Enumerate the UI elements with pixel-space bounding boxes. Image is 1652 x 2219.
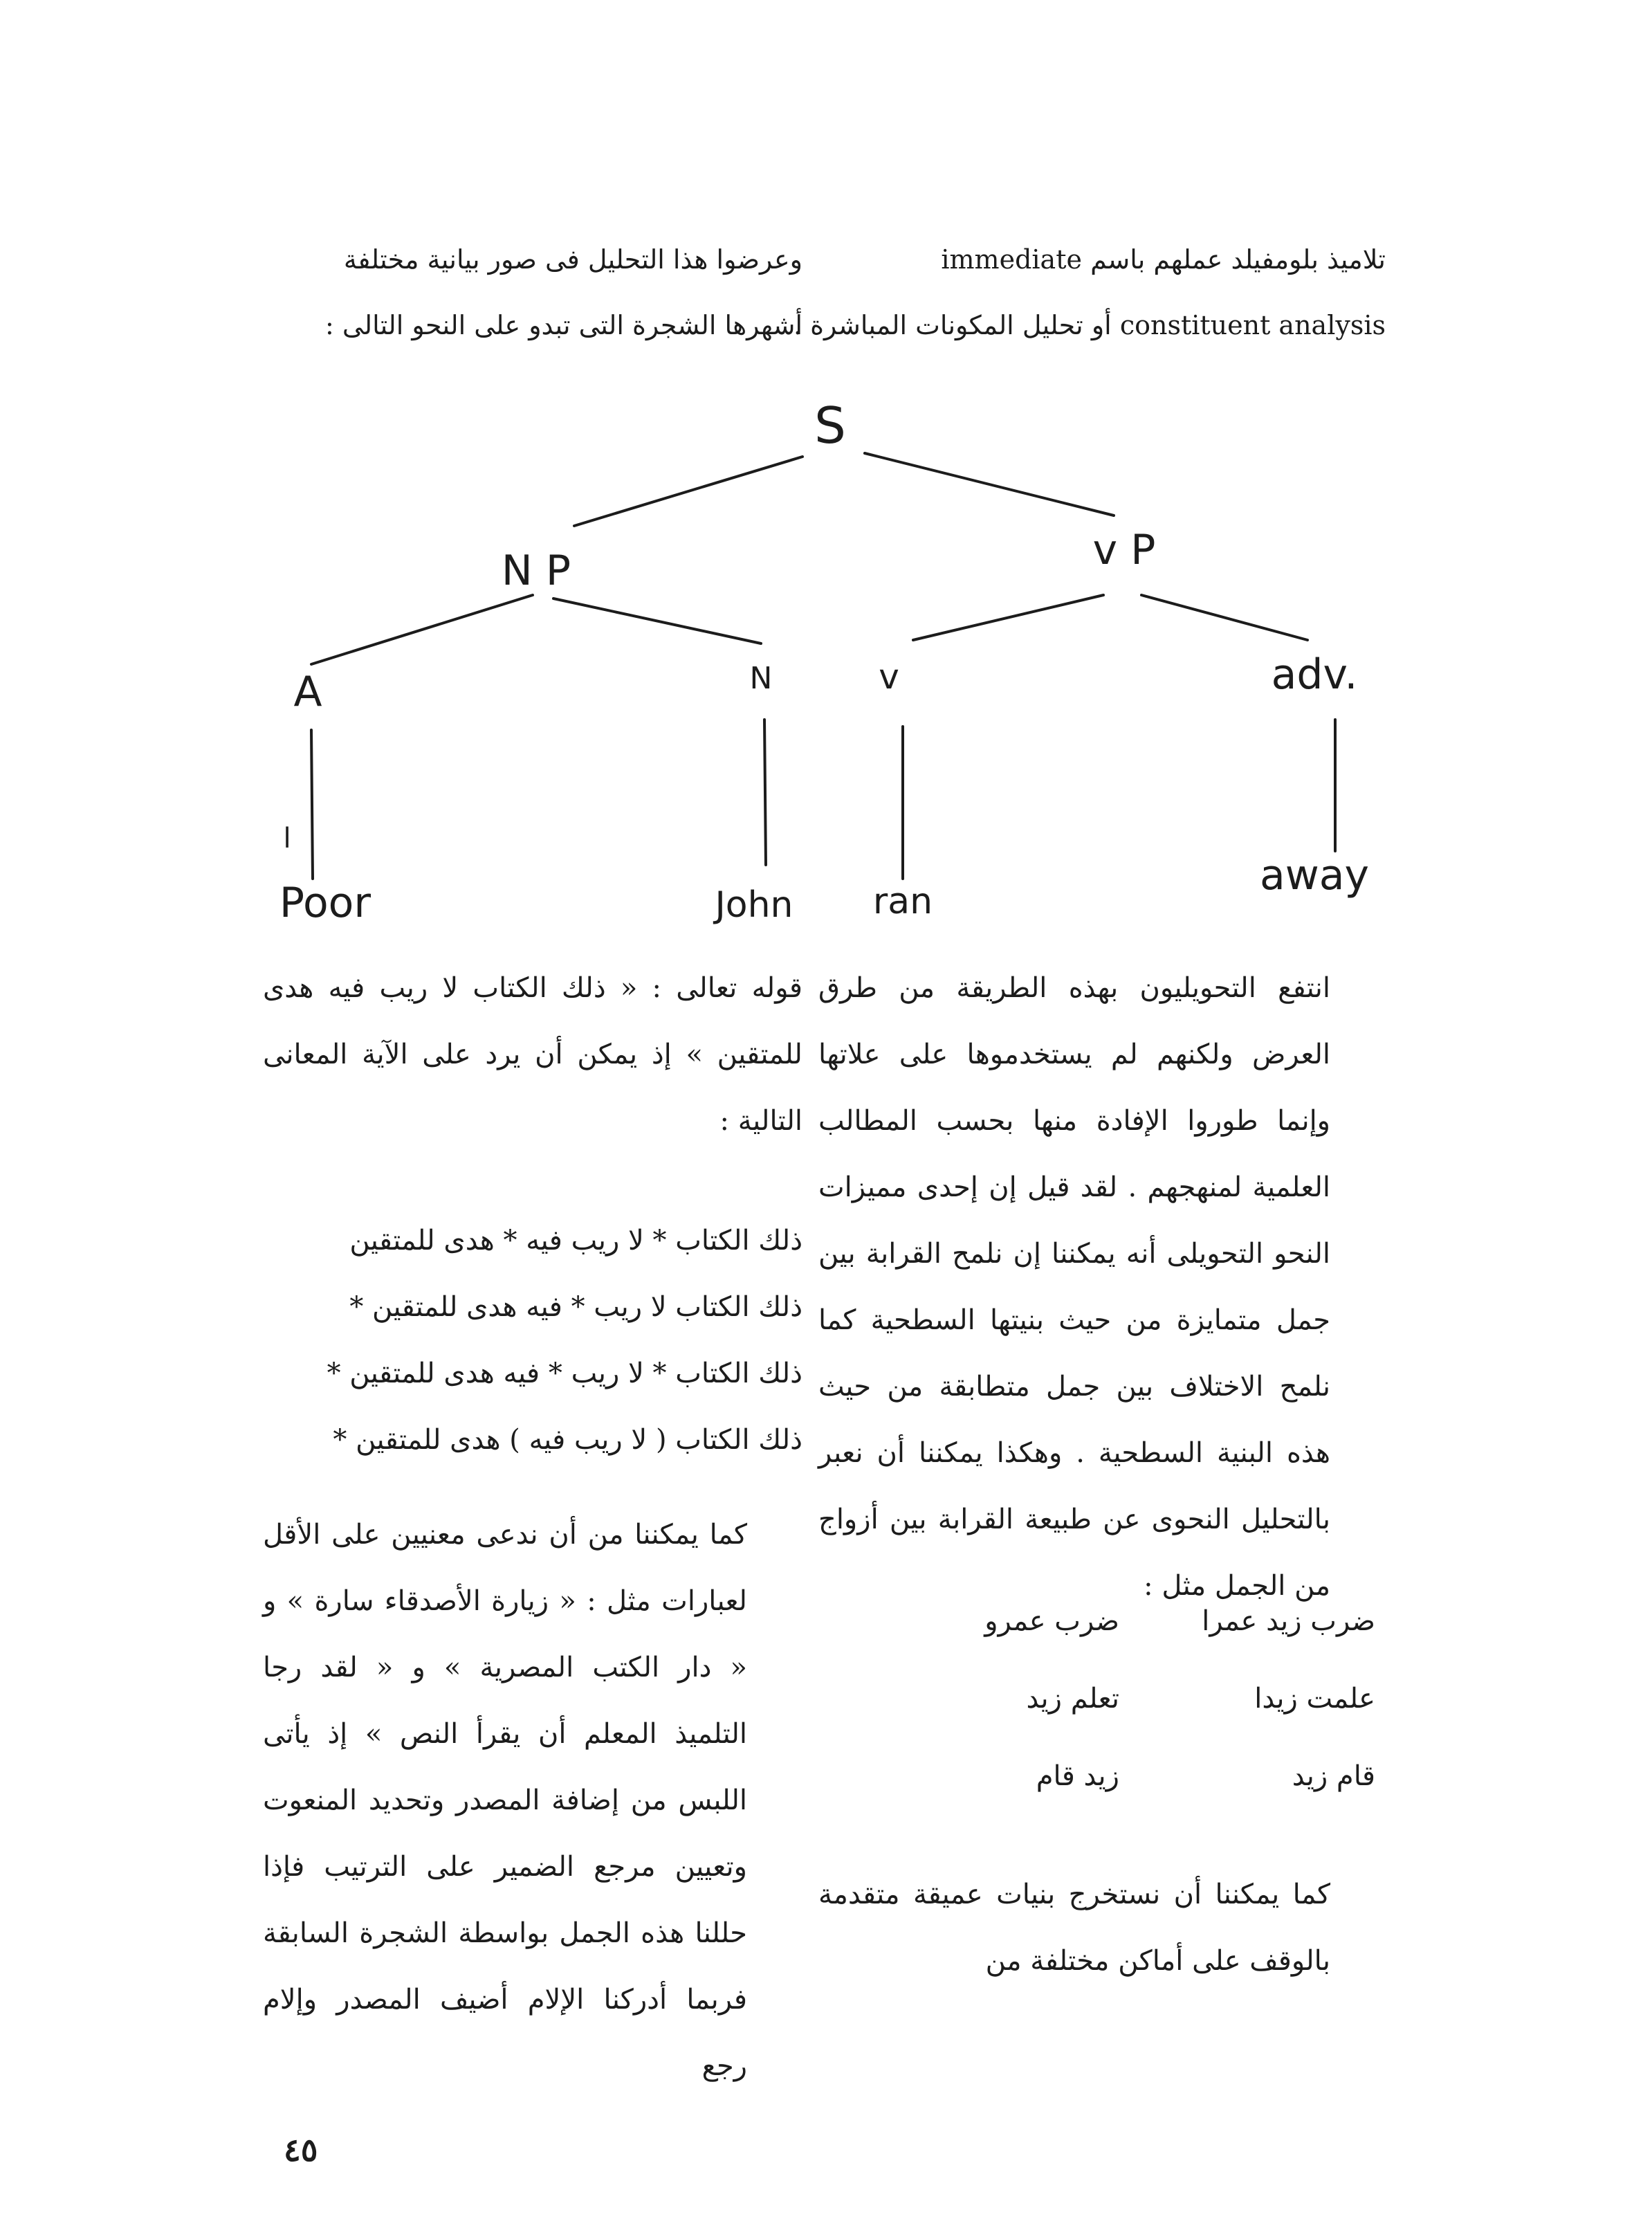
- edge-s-np: [574, 457, 802, 526]
- pair-left: تعلم زيد: [1026, 1683, 1119, 1715]
- verse-reading: ذلك الكتاب * لا ريب * فيه هدى للمتقين *: [327, 1358, 802, 1389]
- right-paragraph-2: كما يمكننا أن نستخرج بنيات عميقة متقدمة بالوقف على أماكن مختلفة من: [818, 1879, 1330, 1977]
- edge-np-a: [311, 595, 533, 664]
- sentence-pairs: [822, 1605, 1375, 1838]
- pair-left: ضرب عمرو: [984, 1605, 1119, 1637]
- edge-vp-adv: [1141, 595, 1307, 640]
- left-column: [263, 955, 802, 1154]
- page-number: ٤٥: [284, 2131, 318, 2168]
- pair-right: قام زيد: [1292, 1760, 1375, 1792]
- edge-s-vp: [865, 453, 1114, 515]
- pair-left: زيد قام: [1036, 1760, 1119, 1792]
- verse-reading: ذلك الكتاب * لا ريب فيه * هدى للمتقين: [349, 1225, 802, 1257]
- header-left-line-2: أشهرها الشجرة التى تبدو على النحو التالى :: [324, 310, 802, 340]
- pair-row: [822, 1683, 1375, 1760]
- pair-right: علمت زيدا: [1254, 1683, 1375, 1715]
- syntax-tree-diagram: [0, 0, 1652, 969]
- left-paragraph-1: قوله تعالى : « ذلك الكتاب لا ريب فيه هدى للمتقين » إذ يمكن أن يرد على الآية المعانى التالية :: [263, 972, 802, 1137]
- left-paragraph-2: كما يمكننا من أن ندعى معنيين على الأقل لعبارات مثل : « زيارة الأصدقاء سارة » و « دار الكتب المصرية » و « لقد رجا التلميذ المعلم أن يقرأ النص » إذ يأتى اللبس من إضافة المصدر وتحديد المنعوت وتعيين مرجع الضمير على الترتيب فإذا حللنا هذه الجمل بواسطة الشجرة السابقة فربما أدركنا الإلام أضيف المصدر وإلام رجع: [263, 1519, 747, 2082]
- right-paragraph-1: انتفع التحويليون بهذه الطريقة من طرق العرض ولكنهم لم يستخدموها على علاتها وإنما طوروا الإفادة منها بحسب المطالب العلمية لمنهجهم . لقد قيل إن إحدى مميزات النحو التحويلى أنه يمكننا إن نلمح القرابة بين جمل متمايزة من حيث بنيتها السطحية كما نلمح الاختلاف بين جمل متطابقة من حيث هذه البنية السطحية . وهكذا يمكننا أن نعبر بالتحليل النحوى عن طبيعة القرابة بين أزواج من الجمل مثل :: [818, 972, 1330, 1602]
- leaf-away: away: [1259, 851, 1370, 900]
- header-right-line-2: constituent analysis أو تحليل المكونات المباشرة .: [793, 310, 1386, 340]
- leaf-poor-mark: ا: [283, 823, 291, 855]
- pair-row: [822, 1760, 1375, 1838]
- verse-readings: [263, 1207, 802, 1473]
- node-s: S: [814, 396, 846, 455]
- node-adv: adv.: [1271, 650, 1358, 699]
- right-column-continued: [818, 1861, 1386, 1994]
- pair-right: ضرب زيد عمرا: [1202, 1605, 1375, 1637]
- edge-np-n: [553, 599, 761, 643]
- verse-reading: ذلك الكتاب ( لا ريب فيه ) هدى للمتقين *: [333, 1424, 802, 1456]
- edge-vp-v: [913, 595, 1103, 640]
- leaf-poor: Poor: [279, 879, 371, 927]
- node-n: N: [749, 661, 773, 696]
- node-np: N P: [501, 547, 571, 595]
- node-a: A: [293, 668, 322, 716]
- right-column: [818, 955, 1386, 1619]
- left-column-continued: [263, 1501, 802, 2099]
- edge-n-john: [764, 720, 766, 865]
- node-vp: v P: [1092, 526, 1156, 574]
- header-left-line-1: وعرضوا هذا التحليل فى صور بيانية مختلفة: [343, 244, 802, 275]
- header-right-line-1: تلاميذ بلومفيلد عملهم باسم immediate: [941, 244, 1386, 275]
- leaf-john: John: [715, 884, 793, 926]
- node-v: v: [879, 657, 899, 697]
- edge-a-poor: [311, 730, 313, 879]
- pair-row: [822, 1605, 1375, 1683]
- verse-reading: ذلك الكتاب لا ريب * فيه هدى للمتقين *: [349, 1291, 802, 1323]
- leaf-ran: ran: [872, 881, 933, 922]
